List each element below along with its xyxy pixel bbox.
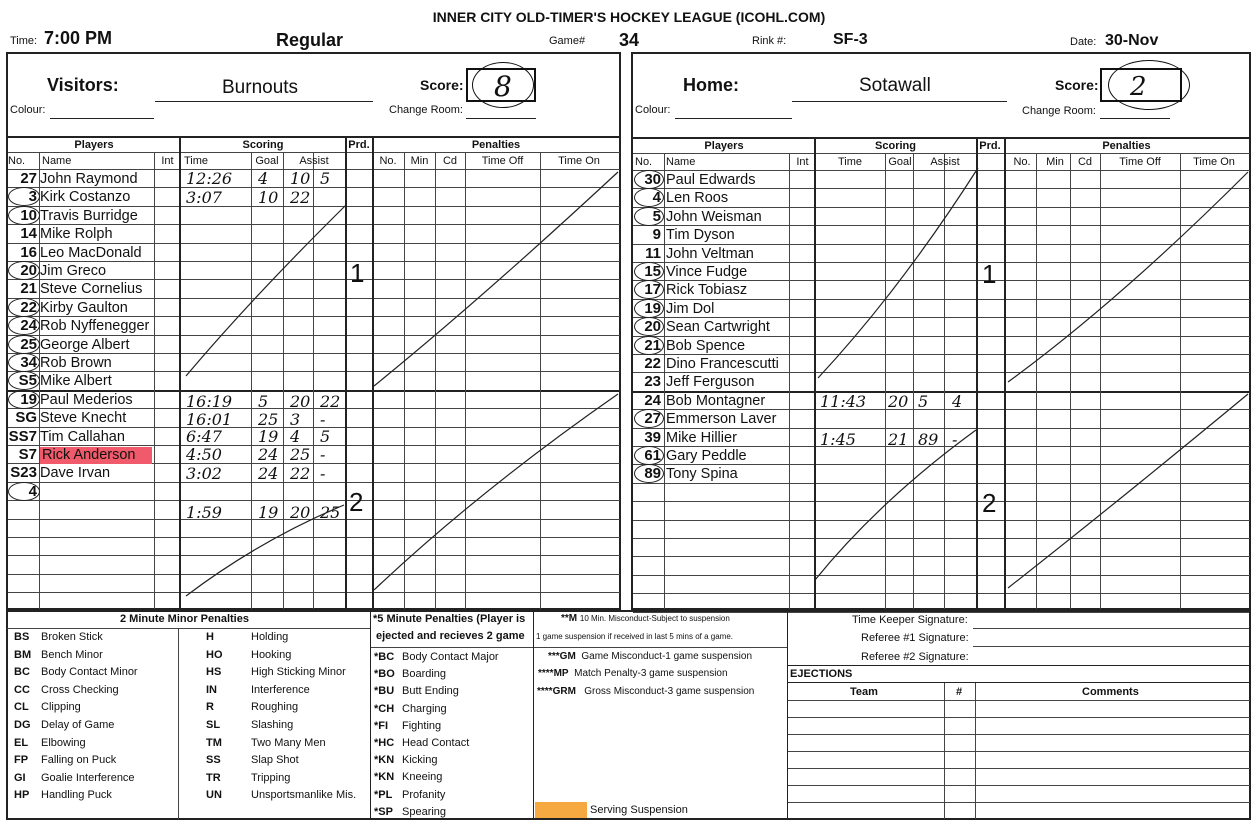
visitors-score-goal: 25 — [258, 410, 279, 429]
home-player-name: Bob Montagner — [666, 392, 766, 409]
visitors-player-number: 34 — [20, 354, 37, 371]
major-desc: Butt Ending — [402, 685, 459, 698]
v-scoring-strike-2 — [186, 505, 344, 596]
visitors-score-time: 12:26 — [186, 169, 233, 188]
date-value: 30-Nov — [1105, 32, 1159, 49]
v-scoring-header: Scoring — [242, 139, 284, 151]
home-score-time: 11:43 — [820, 392, 867, 411]
major-code: *HC — [374, 737, 395, 749]
minor-right-code: UN — [206, 789, 222, 802]
major-desc: Body Contact Major — [402, 651, 499, 663]
home-score-assist: 89 — [918, 430, 939, 449]
misconduct-grm — [537, 687, 754, 697]
visitors-player-name: Steve Knecht — [40, 410, 127, 427]
misconduct-gm — [548, 652, 752, 662]
major-penalties-title-2: ejected and recieves 2 game — [376, 630, 525, 642]
home-score-assist: 5 — [918, 392, 929, 411]
visitors-score-assist: 3 — [290, 410, 301, 429]
visitors-player-name: Rob Nyffenegger — [40, 318, 150, 335]
h-int-header: Int — [796, 156, 809, 168]
home-player-name: Tony Spina — [666, 466, 738, 483]
misconduct-grm-code: ****GRM — [537, 686, 576, 697]
h-time-header: Time — [837, 156, 863, 168]
major-code: *SP — [374, 805, 393, 818]
visitors-score-goal: 5 — [258, 392, 269, 411]
major-desc: Spearing — [402, 805, 447, 818]
visitors-score-value: 8 — [494, 70, 512, 103]
visitors-score-time: 3:07 — [186, 188, 222, 207]
ejection-row — [788, 768, 1250, 769]
game-label: Game# — [549, 35, 586, 47]
minor-left-code: FP — [14, 754, 29, 767]
major-desc: Head Contact — [402, 737, 470, 749]
visitors-player-number: 22 — [20, 298, 37, 316]
visitors-score-goal: 10 — [258, 188, 279, 207]
home-player-name: John Weisman — [666, 208, 762, 225]
home-player-name: Mike Hillier — [666, 429, 737, 446]
visitors-player-name: George Albert — [40, 336, 130, 353]
h-goal-header: Goal — [888, 156, 912, 168]
misconduct-m-code: **M — [561, 613, 578, 624]
h-min-header: Min — [1046, 156, 1064, 168]
v-min-header: Min — [410, 155, 429, 167]
home-player-number: 11 — [645, 244, 661, 262]
home-score-assist2: 4 — [952, 392, 963, 411]
misconduct-mp — [538, 669, 728, 679]
minor-right-code: HS — [206, 666, 222, 679]
visitors-score-assist2: 5 — [320, 169, 331, 188]
v-time-off-header: Time Off — [481, 155, 524, 167]
minor-left-desc: Falling on Puck — [41, 754, 117, 767]
visitors-player-number: 19 — [20, 390, 37, 408]
visitors-player-number: 14 — [20, 225, 37, 243]
home-player-number: 15 — [644, 263, 661, 280]
visitors-player-name: Rob Brown — [40, 355, 112, 371]
minor-right-desc: Roughing — [251, 701, 299, 714]
visitors-score-goal: 19 — [258, 427, 279, 446]
v-assist-header: Assist — [299, 155, 329, 167]
v-no-header: No. — [8, 155, 26, 167]
visitors-player-number: 20 — [20, 262, 37, 279]
minor-left-code: BC — [14, 666, 30, 679]
visitors-player-name: Kirk Costanzo — [40, 189, 131, 206]
visitors-score-label: Score: — [420, 77, 464, 93]
minor-right-desc: Hooking — [251, 648, 292, 661]
major-code: *KN — [374, 754, 395, 767]
minor-right-code: SS — [206, 754, 221, 767]
visitors-score-time: 1:59 — [186, 503, 222, 522]
visitors-player-name: Travis Burridge — [40, 207, 138, 224]
visitors-score-goal: 24 — [258, 445, 279, 464]
h-cd-header: Cd — [1077, 156, 1093, 168]
visitors-score-assist: 4 — [290, 427, 301, 446]
v-prd-header: Prd. — [348, 139, 370, 151]
visitors-score-assist: 22 — [290, 464, 311, 483]
minor-right-code: IN — [206, 683, 217, 696]
visitors-player-name: Kirby Gaulton — [40, 299, 128, 316]
visitors-player-number: S7 — [18, 446, 37, 463]
league-title: INNER CITY OLD-TIMER'S HOCKEY LEAGUE (ICOHL.COM) — [432, 9, 826, 25]
visitors-score-goal: 19 — [258, 503, 279, 522]
major-desc: Boarding — [402, 668, 447, 681]
major-code: *KN — [374, 771, 395, 784]
visitors-player-number: 3 — [28, 188, 37, 206]
visitors-score-assist2: - — [320, 464, 326, 483]
ejection-row — [788, 751, 1250, 752]
h-name-header: Name — [666, 156, 696, 168]
h-pen-no-header: No. — [1013, 156, 1031, 168]
minor-left-code: GI — [14, 771, 26, 784]
h-scoring-strike-2 — [815, 430, 976, 580]
v-period-2: 2 — [349, 487, 364, 517]
visitors-score-assist2: 25 — [320, 503, 341, 522]
minor-right-desc: Holding — [251, 631, 289, 643]
minor-left-desc: Body Contact Minor — [41, 666, 138, 679]
visitors-score-assist: 25 — [290, 445, 311, 464]
misconduct-m-note: 1 game suspension if received in last 5 mins of a game. — [536, 632, 733, 641]
visitors-player-name: Paul Mederios — [40, 391, 133, 408]
h-scoring-header: Scoring — [875, 140, 916, 152]
visitors-player-name: Dave Irvan — [40, 465, 111, 482]
v-period-1: 1 — [350, 258, 365, 288]
time-value: 7:00 PM — [44, 28, 113, 48]
timekeeper-signature-label: Time Keeper Signature: — [852, 614, 968, 626]
home-label: Home: — [683, 75, 740, 95]
minor-left-desc: Delay of Game — [41, 719, 115, 731]
home-player-number: 17 — [644, 281, 661, 299]
home-player-number: 27 — [644, 410, 661, 428]
minor-left-desc: Bench Minor — [41, 648, 103, 661]
minor-left-code: HP — [14, 789, 30, 802]
misconduct-mp-code: ****MP — [538, 668, 569, 679]
visitors-player-number: S5 — [18, 372, 37, 390]
home-player-name: Tim Dyson — [666, 227, 735, 244]
home-player-name: Gary Peddle — [666, 448, 747, 464]
minor-penalties-title: 2 Minute Minor Penalties — [120, 613, 249, 625]
visitors-player-number: 25 — [20, 335, 37, 353]
minor-right-code: TR — [206, 771, 221, 784]
major-code: *FI — [374, 719, 389, 732]
minor-right-code: HO — [206, 648, 223, 661]
minor-right-desc: Slap Shot — [251, 754, 299, 767]
visitors-score-assist2: - — [320, 410, 326, 429]
visitors-player-name: Leo MacDonald — [40, 244, 142, 261]
h-scoring-strike-1 — [818, 168, 978, 378]
minor-left-desc: Goalie Interference — [41, 771, 135, 784]
minor-right-desc: Tripping — [251, 771, 291, 784]
ejections-title: EJECTIONS — [790, 668, 853, 680]
visitors-score-assist2: - — [320, 445, 326, 464]
visitors-player-name: Jim Greco — [40, 263, 107, 279]
minor-left-code: BS — [14, 631, 30, 643]
home-player-number: 30 — [644, 171, 661, 188]
minor-left-code: DG — [14, 719, 31, 731]
serving-suspension-swatch — [535, 802, 587, 818]
home-player-number: 5 — [652, 207, 661, 225]
minor-right-desc: High Sticking Minor — [251, 666, 346, 679]
minor-left-desc: Clipping — [41, 701, 81, 714]
home-player-name: Sean Cartwright — [666, 319, 770, 336]
home-team-name: Sotawall — [859, 75, 931, 96]
home-player-number: 39 — [644, 428, 661, 446]
minor-right-desc: Two Many Men — [251, 736, 326, 749]
visitors-score-assist: 20 — [290, 503, 311, 522]
visitors-score-time: 16:01 — [186, 410, 233, 429]
visitors-player-name: John Raymond — [40, 171, 138, 187]
home-player-number: 22 — [644, 355, 661, 372]
home-score-value: 2 — [1130, 72, 1147, 102]
misconduct-gm-desc: Game Misconduct-1 game suspension — [581, 651, 752, 662]
h-assist-header: Assist — [930, 156, 960, 168]
home-player-name: Paul Edwards — [666, 172, 756, 188]
v-name-header: Name — [42, 155, 72, 167]
major-desc: Profanity — [402, 788, 446, 801]
v-penalties-header: Penalties — [471, 139, 521, 151]
major-code: *PL — [374, 788, 393, 801]
visitors-score-time: 3:02 — [186, 464, 222, 483]
home-player-number: 4 — [652, 189, 661, 207]
h-prd-header: Prd. — [979, 140, 1001, 152]
ejection-row — [788, 785, 1250, 786]
visitors-team-name: Burnouts — [222, 77, 299, 98]
visitors-player-name: Tim Callahan — [40, 428, 125, 445]
v-pen-no-header: No. — [379, 155, 397, 167]
minor-right-desc: Unsportsmanlike Mis. — [251, 789, 357, 802]
h-players-header: Players — [704, 140, 744, 152]
visitors-player-name: Mike Rolph — [40, 226, 113, 243]
visitors-colour-label: Colour: — [10, 104, 46, 116]
ejection-row — [788, 717, 1250, 718]
home-score-label: Score: — [1055, 77, 1099, 93]
minor-right-code: R — [206, 701, 214, 714]
major-code: *CH — [374, 702, 395, 715]
major-desc: Kicking — [402, 754, 438, 767]
home-player-name: Vince Fudge — [666, 264, 748, 280]
visitors-player-number: 10 — [20, 206, 37, 224]
season-type: Regular — [276, 30, 344, 50]
home-player-name: Bob Spence — [666, 337, 746, 354]
date-label: Date: — [1070, 36, 1097, 48]
visitors-score-assist2: 22 — [320, 392, 341, 411]
misconduct-m-desc: 10 Min. Misconduct-Subject to suspension — [579, 614, 730, 623]
minor-left-code: BM — [14, 648, 32, 661]
minor-left-code: EL — [14, 736, 29, 749]
home-colour-label: Colour: — [635, 104, 671, 116]
h-no-header: No. — [635, 156, 653, 168]
h-penalties-header: Penalties — [1102, 140, 1151, 152]
minor-right-code: SL — [206, 719, 221, 731]
visitors-player-number: 27 — [20, 170, 37, 187]
v-cd-header: Cd — [442, 155, 458, 167]
home-player-name: Rick Tobiasz — [666, 282, 748, 299]
minor-left-code: CC — [14, 683, 30, 696]
v-time-on-header: Time On — [558, 155, 600, 167]
h-period-1: 1 — [982, 259, 997, 289]
rink-value: SF-3 — [833, 31, 868, 48]
home-player-number: 24 — [644, 391, 661, 409]
home-player-name: Jeff Ferguson — [666, 374, 755, 391]
visitors-score-time: 4:50 — [186, 445, 222, 464]
ejection-row — [788, 700, 1250, 701]
ejections-team-header: Team — [850, 686, 878, 698]
major-penalties-title-1: *5 Minute Penalties (Player is — [373, 613, 526, 625]
visitors-player-number: 16 — [20, 243, 37, 261]
home-player-number: 21 — [644, 336, 661, 354]
legend-panel — [6, 610, 1251, 820]
visitors-score-time: 16:19 — [186, 392, 233, 411]
visitors-score-assist: 22 — [290, 188, 311, 207]
home-change-room-label: Change Room: — [1022, 105, 1096, 117]
minor-left-code: CL — [14, 701, 29, 714]
v-players-header: Players — [74, 139, 114, 151]
minor-left-desc: Handling Puck — [41, 789, 112, 802]
h-time-off-header: Time Off — [1119, 156, 1161, 168]
referee1-signature-label: Referee #1 Signature: — [861, 632, 969, 644]
minor-left-desc: Elbowing — [41, 736, 86, 749]
home-player-name: Jim Dol — [666, 300, 715, 317]
visitors-player-number: SS7 — [8, 427, 37, 445]
major-desc: Kneeing — [402, 771, 443, 784]
home-score-goal: 21 — [888, 430, 909, 449]
visitors-player-number: 24 — [20, 317, 37, 335]
home-player-number: 61 — [644, 447, 661, 464]
serving-suspension-label: Serving Suspension — [590, 804, 688, 816]
visitors-score-assist: 20 — [290, 392, 311, 411]
visitors-player-number: SG — [15, 409, 37, 427]
major-code: *BC — [374, 651, 395, 663]
home-player-number: 89 — [644, 465, 661, 483]
v-time-header: Time — [184, 155, 209, 167]
home-player-name: Emmerson Laver — [666, 411, 777, 428]
visitors-player-number: 21 — [20, 280, 37, 298]
major-code: *BU — [374, 685, 395, 698]
time-label: Time: — [10, 35, 38, 47]
misconduct-grm-desc: Gross Misconduct-3 game suspension — [584, 686, 755, 697]
misconduct-m — [561, 614, 730, 624]
visitors-player-name: Rick Anderson — [40, 447, 152, 464]
home-player-number: 20 — [644, 318, 661, 336]
referee2-signature-label: Referee #2 Signature: — [861, 651, 969, 663]
home-score-goal: 20 — [888, 392, 909, 411]
ejections-number-header: # — [956, 686, 963, 698]
home-player-name: Len Roos — [666, 190, 729, 207]
home-score-time: 1:45 — [820, 430, 856, 449]
minor-right-desc: Interference — [251, 683, 310, 696]
minor-left-desc: Cross Checking — [41, 683, 119, 696]
major-desc: Fighting — [402, 719, 442, 732]
visitors-player-number: 4 — [28, 482, 37, 500]
home-player-number: 19 — [644, 299, 661, 317]
v-penalty-strike-2 — [374, 394, 618, 590]
h-time-on-header: Time On — [1193, 156, 1235, 168]
v-goal-header: Goal — [255, 155, 279, 167]
misconduct-mp-desc: Match Penalty-3 game suspension — [574, 668, 728, 679]
h-penalty-strike-1 — [1008, 172, 1248, 382]
h-penalty-strike-2 — [1008, 394, 1248, 588]
visitors-score-assist: 10 — [290, 169, 311, 188]
misconduct-gm-code: ***GM — [548, 651, 576, 662]
home-player-number: 23 — [644, 373, 661, 391]
major-code: *BO — [374, 668, 395, 681]
h-period-2: 2 — [982, 488, 997, 518]
ejection-row — [788, 734, 1250, 735]
visitors-score-goal: 24 — [258, 464, 279, 483]
v-scoring-strike-1 — [186, 205, 346, 376]
visitors-player-name: Mike Albert — [40, 373, 112, 390]
visitors-player-number: S23 — [10, 464, 37, 482]
home-player-name: Dino Francescutti — [666, 356, 779, 372]
minor-right-code: H — [206, 631, 214, 643]
v-penalty-strike-1 — [374, 172, 618, 386]
minor-left-desc: Broken Stick — [41, 631, 103, 643]
v-int-header: Int — [161, 155, 174, 167]
visitors-score-assist2: 5 — [320, 427, 331, 446]
visitors-score-goal: 4 — [258, 169, 269, 188]
visitors-label: Visitors: — [47, 75, 119, 95]
visitors-change-room-label: Change Room: — [389, 104, 463, 116]
home-player-number: 9 — [652, 226, 661, 244]
home-score-assist2: - — [952, 430, 958, 449]
minor-right-desc: Slashing — [251, 719, 294, 731]
ejection-row — [788, 802, 1250, 803]
ejections-comments-header: Comments — [1082, 686, 1139, 698]
home-player-name: John Veltman — [666, 245, 754, 262]
game-number: 34 — [619, 30, 640, 50]
visitors-player-name: Steve Cornelius — [40, 281, 143, 298]
rink-label: Rink #: — [752, 35, 787, 47]
minor-right-code: TM — [206, 736, 222, 749]
major-desc: Charging — [402, 702, 447, 715]
visitors-score-time: 6:47 — [186, 427, 222, 446]
